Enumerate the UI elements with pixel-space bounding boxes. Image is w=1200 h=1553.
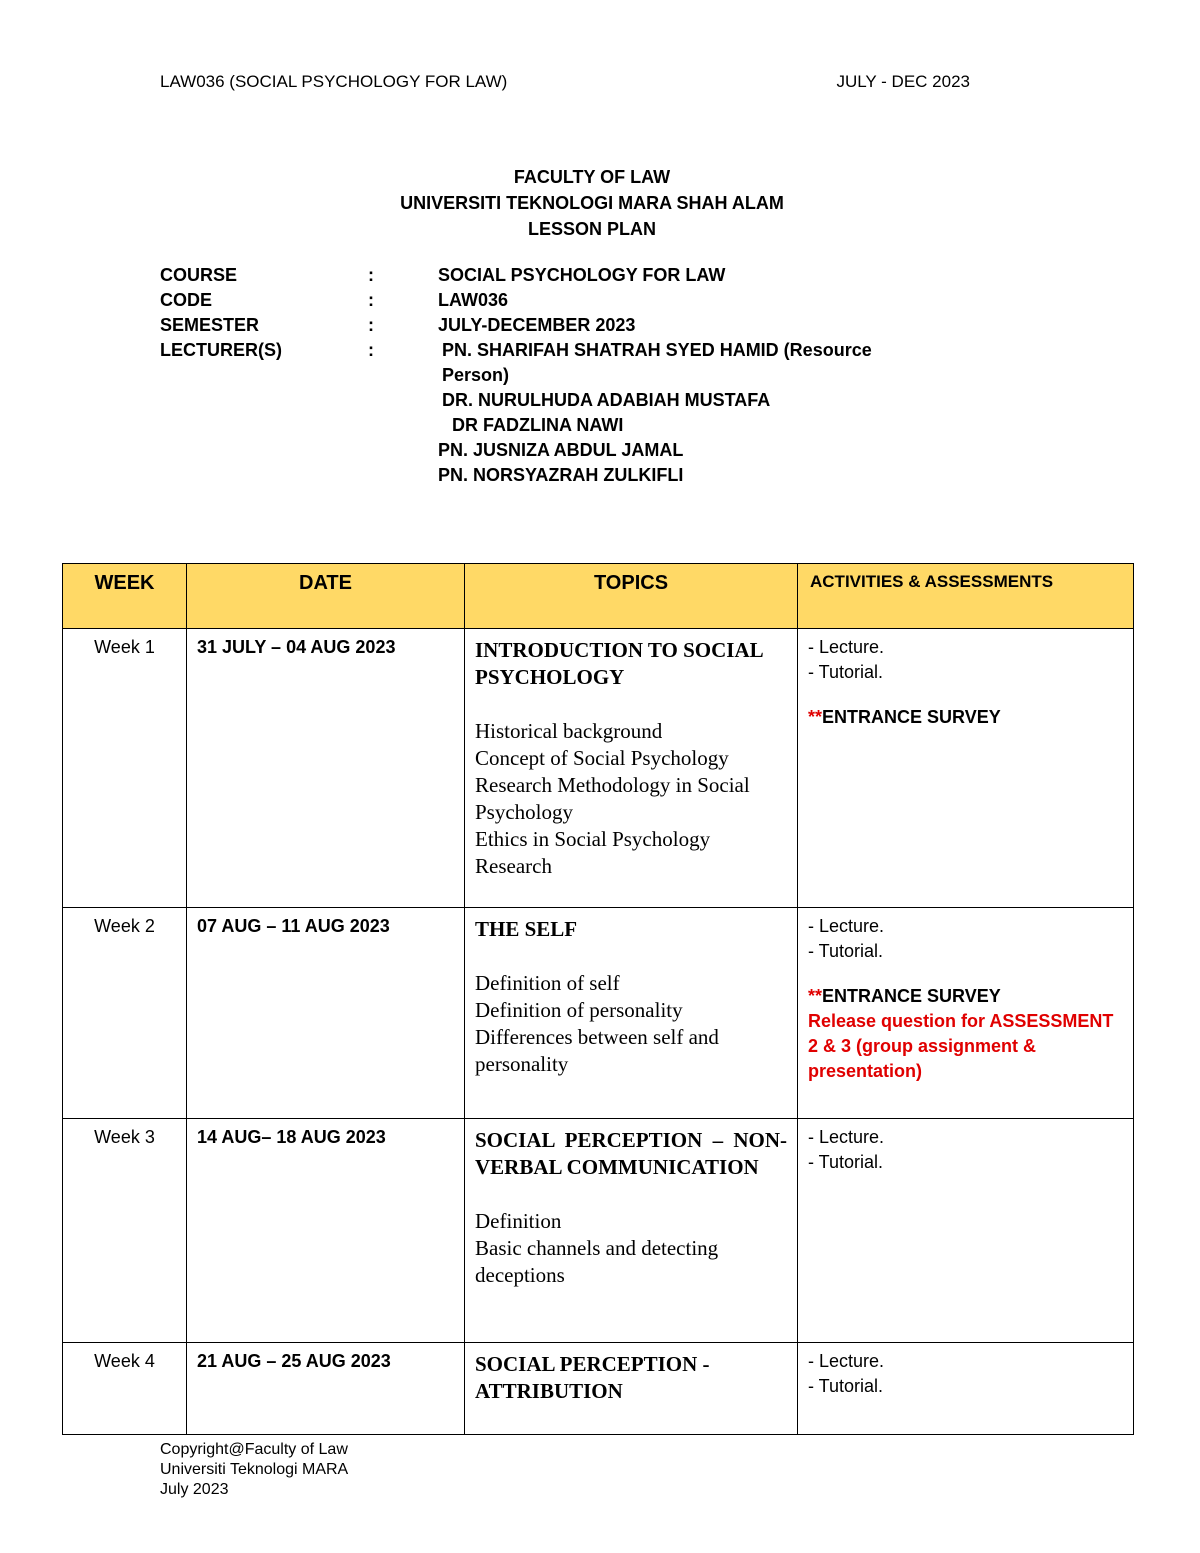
- info-value: SOCIAL PSYCHOLOGY FOR LAW: [438, 265, 726, 285]
- date-cell: 14 AUG– 18 AUG 2023: [187, 1119, 465, 1343]
- week-cell: Week 3: [63, 1119, 187, 1343]
- footer-university: Universiti Teknologi MARA: [160, 1461, 349, 1478]
- table-row: [63, 1343, 1134, 1435]
- date-cell: 31 JULY – 04 AUG 2023: [187, 629, 465, 908]
- activities-cell: [798, 908, 1134, 1119]
- date-cell: 21 AUG – 25 AUG 2023: [187, 1343, 465, 1435]
- header-week: WEEK: [63, 564, 187, 629]
- topic-item: Definition of personality: [475, 998, 683, 1022]
- header-course: LAW036 (SOCIAL PSYCHOLOGY FOR LAW): [160, 72, 508, 91]
- header-semester: JULY - DEC 2023: [836, 72, 970, 91]
- week-cell: Week 4: [63, 1343, 187, 1435]
- lecturer-name: PN. JUSNIZA ABDUL JAMAL: [438, 440, 684, 460]
- topic-title: SOCIAL PERCEPTION – NON-VERBAL COMMUNICATION: [475, 1128, 787, 1179]
- course-info: [160, 263, 980, 488]
- topic-cell: [465, 908, 798, 1119]
- lecturer-name: Person): [442, 365, 510, 385]
- header-date: DATE: [187, 564, 465, 629]
- title-university: UNIVERSITI TEKNOLOGI MARA SHAH ALAM: [400, 193, 784, 213]
- topic-cell: [465, 629, 798, 908]
- topic-item: Concept of Social Psychology: [475, 746, 729, 770]
- week-cell: Week 1: [63, 629, 187, 908]
- info-label: SEMESTER: [160, 315, 260, 335]
- topic-item: Definition: [475, 1209, 562, 1233]
- info-colon: :: [368, 265, 374, 285]
- info-value: LAW036: [438, 290, 509, 310]
- date-cell: 07 AUG – 11 AUG 2023: [187, 908, 465, 1119]
- topic-item: Definition of self: [475, 971, 620, 995]
- info-label: LECTURER(S): [160, 340, 282, 360]
- activity-item: - Lecture.: [808, 916, 885, 936]
- page-footer: [160, 1440, 348, 1500]
- table-row: [63, 908, 1134, 1119]
- topic-item: Historical background: [475, 719, 663, 743]
- title-faculty: FACULTY OF LAW: [513, 167, 671, 187]
- title-lesson-plan: LESSON PLAN: [527, 219, 656, 239]
- activity-item: - Tutorial.: [808, 1152, 884, 1172]
- info-colon: :: [368, 340, 374, 360]
- lecturer-name: DR FADZLINA NAWI: [452, 415, 624, 435]
- activity-item: - Tutorial.: [808, 662, 884, 682]
- lesson-plan-table: [62, 563, 1134, 1435]
- activities-cell: [798, 1343, 1134, 1435]
- survey-mark: **: [808, 707, 823, 727]
- lecturer-name: PN. SHARIFAH SHATRAH SYED HAMID (Resource: [442, 340, 872, 360]
- table-header-row: [63, 564, 1134, 629]
- entrance-survey: [808, 984, 1123, 1009]
- topic-item: Research Methodology in Social Psychology: [475, 773, 750, 824]
- info-colon: :: [368, 290, 374, 310]
- header-activities: ACTIVITIES & ASSESSMENTS: [798, 564, 1134, 629]
- survey-mark: **: [808, 986, 823, 1006]
- info-code: [160, 288, 980, 313]
- spacer: [808, 685, 1123, 705]
- footer-copyright: Copyright@Faculty of Law: [160, 1441, 348, 1458]
- topic-title: SOCIAL PERCEPTION - ATTRIBUTION: [475, 1352, 710, 1403]
- entrance-survey: [808, 705, 1123, 730]
- running-header: [160, 72, 970, 92]
- topic-cell: [465, 1119, 798, 1343]
- activities-cell: [798, 1119, 1134, 1343]
- info-label: CODE: [160, 290, 213, 310]
- info-lecturers: [160, 338, 980, 488]
- survey-text: ENTRANCE SURVEY: [822, 707, 1001, 727]
- document-title: [0, 164, 1184, 242]
- topic-title: THE SELF: [475, 917, 578, 941]
- header-topics: TOPICS: [465, 564, 798, 629]
- info-value: JULY-DECEMBER 2023: [438, 315, 636, 335]
- table-row: [63, 1119, 1134, 1343]
- week-cell: Week 2: [63, 908, 187, 1119]
- lecturer-name: PN. NORSYAZRAH ZULKIFLI: [438, 465, 684, 485]
- spacer: [808, 964, 1123, 984]
- info-colon: :: [368, 315, 374, 335]
- activity-item: - Lecture.: [808, 637, 885, 657]
- info-label: COURSE: [160, 265, 238, 285]
- table-row: [63, 629, 1134, 908]
- survey-text: ENTRANCE SURVEY: [822, 986, 1001, 1006]
- activity-item: - Lecture.: [808, 1127, 885, 1147]
- activities-cell: [798, 629, 1134, 908]
- release-note: Release question for ASSESSMENT 2 & 3 (group assignment & presentation): [808, 1011, 1114, 1081]
- topic-title: INTRODUCTION TO SOCIAL PSYCHOLOGY: [475, 638, 763, 689]
- info-semester: [160, 313, 980, 338]
- activity-item: - Lecture.: [808, 1351, 885, 1371]
- topic-cell: [465, 1343, 798, 1435]
- lecturer-list: [438, 338, 980, 488]
- topic-item: Ethics in Social Psychology Research: [475, 827, 711, 878]
- activity-item: - Tutorial.: [808, 941, 884, 961]
- lecturer-name: DR. NURULHUDA ADABIAH MUSTAFA: [442, 390, 771, 410]
- info-course: [160, 263, 980, 288]
- topic-item: Differences between self and personality: [475, 1025, 719, 1076]
- topic-item: Basic channels and detecting deceptions: [475, 1236, 719, 1287]
- footer-date: July 2023: [160, 1481, 229, 1498]
- activity-item: - Tutorial.: [808, 1376, 884, 1396]
